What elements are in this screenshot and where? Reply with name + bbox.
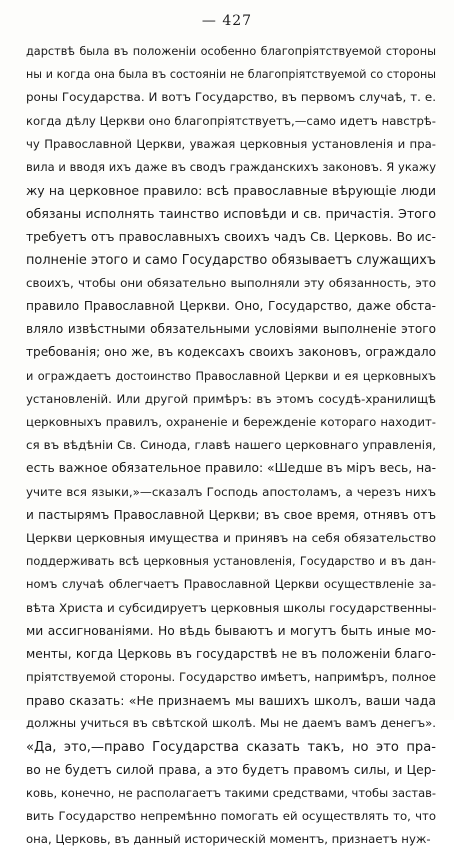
text-line: роны Государства. И вотъ Государство, въ первомъ случаѣ, т. е. — [26, 90, 436, 105]
text-line: и пастырямъ Православной Церкви; въ свое время, отнявъ отъ — [26, 507, 436, 522]
text-line: вѣта Христа и субсидируетъ церковныя школы государственны- — [26, 600, 437, 615]
text-line: вила и вводя ихъ даже въ сводъ гражданскихъ законовъ. Я укажу — [26, 159, 436, 174]
text-line: вляло извѣстными обязательными условіями выполненіе этого — [26, 322, 436, 337]
text-line: чу Православной Церкви, уважая церковныя установленія и пра- — [26, 136, 436, 151]
text-line: своихъ, чтобы они обязательно выполняли эту обязанность, это — [26, 275, 436, 290]
text-line: и ограждаетъ достоинство Православной Церкви и ея церковныхъ — [26, 369, 436, 383]
text-line: поддерживать всѣ церковныя установленія, Государство и въ дан- — [26, 555, 436, 569]
text-line: право сказать: «Не признаемъ мы вашихъ школъ, ваши чада — [26, 693, 436, 709]
text-line: ся въ вѣдѣніи Св. Синода, главѣ нашего церковнаго управленія, — [26, 438, 436, 453]
text-line: церковныхъ правилъ, охраненіе и бережденіе котораго находит- — [26, 415, 436, 429]
text-line: менты, когда Церковь въ государствѣ не въ положеніи благо- — [26, 646, 436, 661]
text-line: дарствѣ была въ положеніи особенно благопріятствуемой стороны — [26, 45, 436, 58]
text-line: когда дѣлу Церкви оно благопріятствуетъ,—само идетъ навстрѣ- — [26, 113, 436, 128]
text-line: «Да, это,—право Государства сказать такъ, но это пра- — [26, 739, 436, 755]
text-line: должны учиться въ свѣтской школѣ. Мы не даемъ вамъ денегъ». — [26, 716, 436, 731]
text-line: во не будетъ силой права, а это будетъ правомъ силы, и Цер- — [26, 762, 436, 777]
text-line: есть важное обязательное правило: «Шедше въ міръ весь, на- — [26, 461, 437, 476]
text-line: Церкви церковныя имущества и принявъ на себя обязательство — [26, 530, 436, 545]
text-line: вить Государство непремѣнно помогать ей осуществлять то, что — [26, 809, 436, 824]
text-line: правило Православной Церкви. Оно, Государство, даже обста- — [26, 299, 436, 314]
page-number: — 427 — [201, 13, 253, 29]
text-line: учите вся языки,»—сказалъ Господь апостоламъ, а черезъ нихъ — [26, 484, 436, 499]
text-line: она, Церковь, въ данный историческій моментъ, признаетъ нуж- — [26, 832, 431, 847]
text-line: жу на церковное правило: всѣ православные вѣрующіе люди — [26, 183, 436, 199]
text-line: пріятствуемой стороны. Государство имѣетъ, напримѣръ, полное — [26, 670, 436, 685]
text-line: ковь, конечно, не располагаетъ такими средствами, чтобы застав- — [26, 786, 437, 800]
body-text — [26, 40, 436, 852]
text-line: полненіе этого и само Государство обязываетъ служащихъ — [26, 252, 436, 268]
text-line: обязаны исполнять таинство исповѣди и св. причастія. Этого — [26, 206, 436, 222]
text-line: ми ассигнованіями. Но вѣдь бываютъ и могутъ быть иные мо- — [26, 623, 436, 638]
text-line: установленій. Или другой примѣръ: въ этомъ сосудѣ-хранилищѣ — [26, 391, 436, 406]
text-line: номъ случаѣ облегчаетъ Православной Церкви осуществленіе за- — [26, 577, 436, 592]
text-line: ны и когда она была въ состояніи не благопріятствуемой со стороны — [26, 68, 436, 82]
text-line: требованія; оно же, въ кодексахъ своихъ законовъ, ограждало — [26, 345, 436, 360]
text-line: требуетъ отъ православныхъ своихъ чадъ Св. Церковь. Во ис- — [26, 229, 436, 244]
